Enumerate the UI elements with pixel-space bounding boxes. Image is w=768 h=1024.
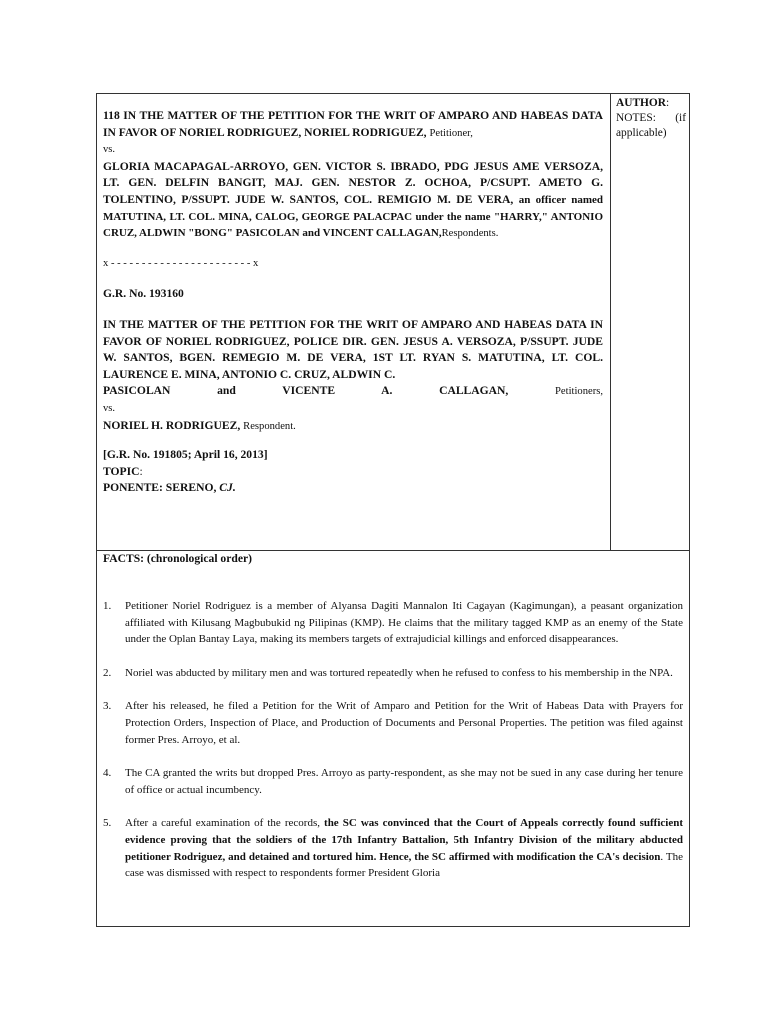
facts-heading: FACTS: (chronological order) <box>103 552 252 565</box>
respondent-role: Respondent. <box>243 420 296 432</box>
item-text: Petitioner Noriel Rodriguez is a member of Alyansa Dagiti Mannalon Iti Cagayan (Kagimungan), a peasant organization affiliated with Kilusang Magbubukid ng Pilipinas (KMP). He claims that the military tagged KMP as an enemy of the State under the Oplan Bantay Laya, making its members targets of extrajudicial killings and enforced disappearances. <box>125 600 683 646</box>
respondent-line <box>103 418 603 436</box>
ponente-line: PONENTE: SERENO, CJ. <box>103 481 236 495</box>
item-text: After a careful examination of the records, the SC was convinced that the Court of Appeals correctly found sufficient evidence proving that the soldiers of the 17th Infantry Battalion, 5th Infantry Division of the military abducted petitioner Rodriguez, and detained and tortured him. Hence, the SC affirmed with modification the CA's decision. The case was dismissed with respect to respondents former President Gloria <box>125 817 683 880</box>
item-text: Noriel was abducted by military men and was tortured repeatedly when he refused to confess to his membership in the NPA. <box>125 666 673 679</box>
item-text-bold: the SC was convinced that the Court of Appeals correctly found sufficient evidence proving that the soldiers of the 17th Infantry Battalion, 5th Infantry Division of the military abducted petitioner Rodriguez, and detained and tortured him. Hence, the SC affirmed with modification the CA's decision <box>125 817 683 863</box>
respondents-role: Respondents. <box>441 228 499 240</box>
item-number: 3. <box>103 700 112 713</box>
item-text: After his released, he filed a Petition for the Writ of Amparo and Petition for the Writ of Habeas Data with Prayers for Protection Orders, Inspection of Place, and Production of Documents and Personal Properties. The petition was filed against former Pres. Arroyo, et al. <box>125 700 683 746</box>
petitioners-role: Petitioners, <box>555 386 603 398</box>
list-item <box>103 598 683 648</box>
item-text: The CA granted the writs but dropped Pres. Arroyo as party-respondent, as she may not be sued in any case during her tenure of office or actual incumbency. <box>125 767 683 796</box>
item-number: 2. <box>103 666 112 679</box>
gr-number: G.R. No. 193160 <box>103 287 184 301</box>
list-item <box>103 815 683 881</box>
separator: x - - - - - - - - - - - - - - - - - - - - - - - x <box>103 257 259 269</box>
notes-applicable: applicable) <box>616 127 667 139</box>
author-line: AUTHOR: <box>616 97 670 109</box>
list-item <box>103 765 683 798</box>
topic-line: TOPIC: <box>103 464 143 478</box>
item-number: 4. <box>103 767 112 780</box>
versus-1: vs. <box>103 144 116 156</box>
list-item <box>103 698 683 748</box>
case-caption <box>103 108 603 497</box>
versus-2: vs. <box>103 402 116 414</box>
item-number: 1. <box>103 600 112 612</box>
topic-label: TOPIC <box>103 464 140 478</box>
facts-list <box>103 598 683 881</box>
petitioner-role: Petitioner, <box>429 127 473 139</box>
respondents-list: GLORIA MACAPAGAL-ARROYO, GEN. VICTOR S. IBRADO, PDG JESUS AME VERSOZA, LT. GEN. DELFIN BANGIT, MAJ. GEN. NESTOR Z. OCHOA, P/CSUPT. AMETO G. TOLENTINO, P/SSUPT. JUDE W. SANTOS, COL. REMIGIO M. DE VERA, an officer named MATUTINA, LT. COL. MINA, CALOG, GEORGE PALACPAC under the name "HARRY," ANTONIO CRUZ, ALDWIN "BONG" PASICOLAN and VINCENT CALLAGAN,Respondents. <box>103 159 603 240</box>
item-number: 5. <box>103 817 112 830</box>
respondent-name: NORIEL H. RODRIGUEZ, <box>103 418 241 432</box>
column-divider <box>610 93 611 550</box>
gr-date: [G.R. No. 191805; April 16, 2013] <box>103 448 268 462</box>
ponente-label: PONENTE <box>103 481 160 495</box>
case-title: 118 IN THE MATTER OF THE PETITION FOR THE WRIT OF AMPARO AND HABEAS DATA IN FAVOR OF NORIEL RODRIGUEZ, NORIEL RODRIGUEZ, Petitioner, <box>103 109 603 139</box>
author-label: AUTHOR <box>616 97 666 109</box>
author-notes-box <box>616 96 686 141</box>
notes-label: NOTES: (if <box>616 112 686 124</box>
second-caption: IN THE MATTER OF THE PETITION FOR THE WRIT OF AMPARO AND HABEAS DATA IN FAVOR OF NORIEL RODRIGUEZ, POLICE DIR. GEN. JESUS A. VERSOZA, P/SSUPT. JUDE W. SANTOS, BGEN. REMEGIO M. DE VERA, 1ST LT. RYAN S. MATUTINA, LT. COL. LAURENCE E. MINA, ANTONIO C. CRUZ, ALDWIN C. <box>103 317 603 381</box>
second-caption-last-line: PASICOLAN and VICENTE A. CALLAGAN, Petitioners, <box>103 384 603 398</box>
list-item <box>103 665 683 682</box>
